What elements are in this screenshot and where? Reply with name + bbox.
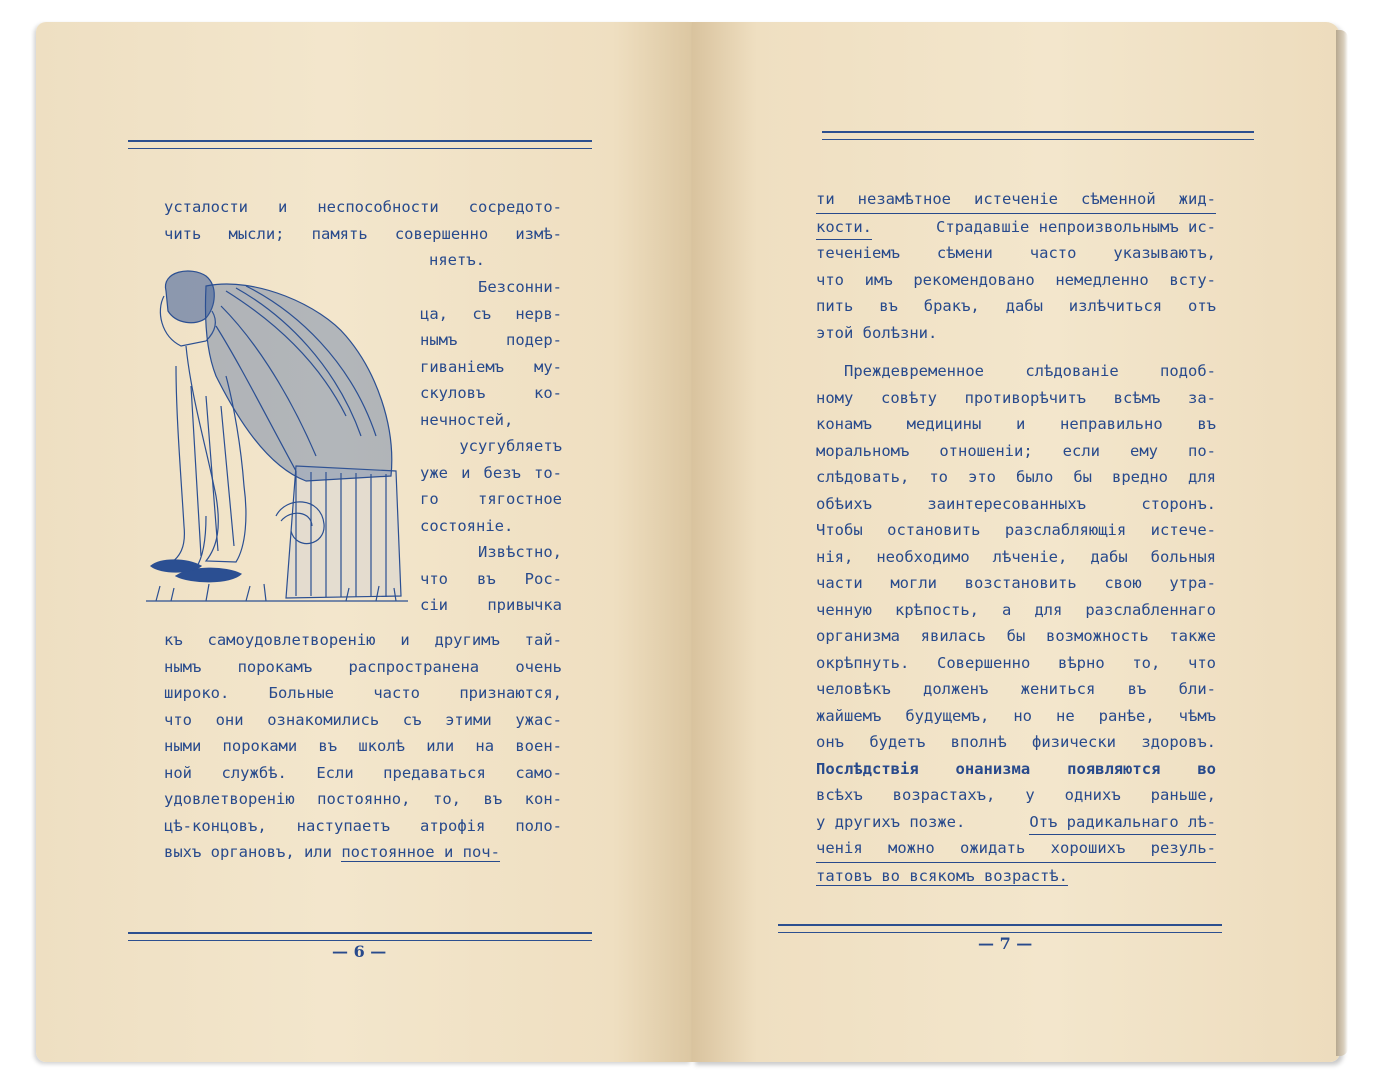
underlined-text: Отъ радикальнаго лѣ- [1029,809,1216,836]
text-line: слѣдовать, то это было бы вредно для [816,468,1216,486]
text-line [816,809,1216,836]
text-line: усталости и неспособности сосредото- [164,198,562,216]
text-line: Преждевременное слѣдованіе подоб- [844,362,1216,380]
text-line: гиваніемъ му- [420,357,562,376]
text-span: Страдавшіе непроизвольнымъ ис- [926,217,1216,236]
text-line: всѣхъ возрастахъ, у однихъ раньше, [816,786,1216,804]
text-line: нымъ порокамъ распространена очень [164,657,562,676]
text-line [816,214,1216,241]
right-bottom-rule [778,924,1222,933]
text-line: цѣ-концовъ, наступаетъ атрофія поло- [164,816,562,835]
text-line: ца, съ нерв- [420,304,562,323]
text-line: Безсонни- [478,278,562,296]
text-line: онъ будетъ вполнѣ физически здоровъ. [816,733,1216,751]
text-line [816,863,1216,890]
right-text-block [816,186,1216,889]
text-line: ченную крѣпость, а для разслабленнаго [816,600,1216,619]
left-bottom-rule [128,932,592,941]
text-line: Чтобы остановить разслабляющія истече- [816,521,1216,539]
left-top-rule [128,140,592,149]
text-line: Послѣдствія онанизма появляются во [816,759,1216,778]
illustration [146,266,408,606]
text-span: у другихъ позже. [816,812,975,831]
text-line: усугубляетъ [459,437,562,455]
left-bottom-text [164,627,562,866]
text-line: моральномъ отношеніи; если ему по- [816,441,1216,460]
seated-man-head-in-hands-engraving [146,266,408,606]
left-side-text [420,274,562,619]
text-line: организма явилась бы возможность также [816,627,1216,645]
text-line [164,839,562,866]
left-text-block [164,194,562,274]
text-line: нія, необходимо лѣченіе, дабы больныя [816,547,1216,566]
text-line: сіи привычка [420,596,562,614]
underlined-text: постоянное и поч- [341,843,500,861]
text-line: скуловъ ко- [420,384,562,402]
text-line: конамъ медицины и неправильно въ [816,415,1216,433]
text-line: няетъ. [429,251,485,269]
text-line: нечностей, [420,410,514,429]
text-line: го тягостное [420,490,562,508]
text-line: что въ Рос- [420,569,562,588]
text-line: обѣихъ заинтересованныхъ сторонъ. [816,494,1216,513]
text-line: ному совѣту противорѣчитъ всѣмъ за- [816,388,1216,407]
text-line: что имъ рекомендовано немедленно всту- [816,270,1216,289]
text-line: ти незамѣтное истеченіе сѣменной жид- [816,186,1216,214]
text-line: этой болѣзни. [816,323,938,342]
text-line: теченіемъ сѣмени часто указываютъ, [816,244,1216,262]
underlined-text: татовъ во всякомъ возрастѣ. [816,866,1068,885]
page-edge [1336,30,1348,1056]
text-line: части могли возстановить свою утра- [816,574,1216,592]
text-line: окрѣпнуть. Совершенно вѣрно то, что [816,653,1216,672]
text-line: Извѣстно, [478,543,562,561]
text-line: широко. Больные часто признаются, [164,684,562,702]
text-line: ченія можно ожидать хорошихъ резуль- [816,835,1216,863]
text-line: пить въ бракъ, дабы излѣчиться отъ [816,297,1216,315]
underlined-text: кости. [816,214,872,241]
text-line: жайшемъ будущемъ, но не ранѣе, чѣмъ [816,706,1216,725]
page-number-7: — 7 — [978,934,1033,953]
text-line: уже и безъ то- [420,463,562,482]
text-line: ной службѣ. Если предаваться само- [164,763,562,782]
text-line: удовлетворенію постоянно, то, въ кон- [164,790,562,808]
text-line: къ самоудовлетворенію и другимъ тай- [164,631,562,649]
text-line: состояніе. [420,516,514,535]
text-line: человѣкъ долженъ жениться въ бли- [816,680,1216,698]
text-line: нымъ подер- [420,331,562,349]
page-number-6: — 6 — [332,942,387,961]
text-span: выхъ органовъ, или [164,843,342,861]
text-line: чить мысли; память совершенно измѣ- [164,224,562,243]
right-top-rule [822,131,1254,140]
text-line: что они ознакомились съ этими ужас- [164,710,562,729]
text-line: ными пороками въ школѣ или на воен- [164,737,562,755]
